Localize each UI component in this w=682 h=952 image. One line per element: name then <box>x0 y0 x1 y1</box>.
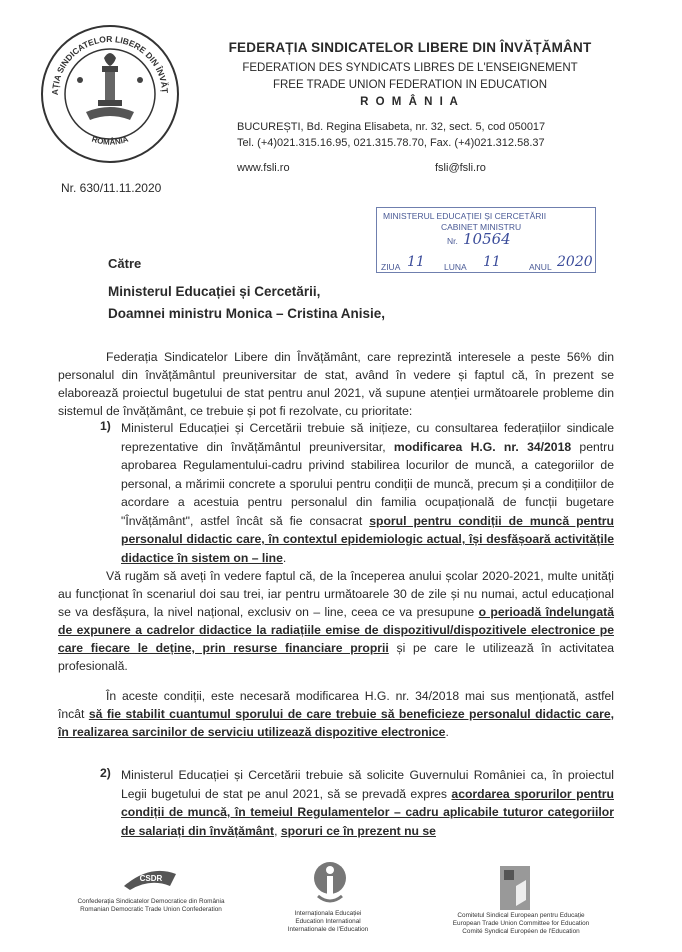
item-1-paragraph: Ministerul Educației și Cercetării trebuie să inițieze, cu consultarea federațiilor sindicale reprezentative din învățământul preuniversitar, modificarea H.G. nr. 34/2018 pentru aprobarea Regulamentului-cadru privind stabilirea locurilor de muncă, a categoriilor de personal, a mărimii concrete a sporului pentru condiții de muncă, precum și a condițiilor de acordare a acestuia pentru personalul din familia ocupațională de funcții bugetare "Învățământ", astfel încât să fie consacrat sporul pentru condiții de muncă pentru personalul didactic care, în contextul epidemiologic actual, își desfășoară activitățile didactice în sistem on – line. <box>121 421 614 565</box>
stamp-month-label: LUNA <box>444 262 467 272</box>
registration-stamp <box>376 207 596 273</box>
paragraph-2: Vă rugăm să aveți în vedere faptul că, de la începerea anului școlar 2020-2021, multe unități au funcționat în scenariul doi sau trei, iar pentru următoarele 30 de zile și nu numai, actul educațional se va desfășura, la nivel național, exclusiv on – line, ceea ce va presupune o perioadă îndelungată de expunere a cadrelor didactice la radiațiile emise de dispozitivul/dispozitivele electronice pe care fiecare le deține, prin resurse financiare proprii și pe care le utilizează în activitatea profesională. <box>58 569 614 673</box>
stamp-year-label: ANUL <box>529 262 552 272</box>
item-2-number: 2) <box>100 766 111 780</box>
addressee-ministry: Ministerul Educației și Cercetării, <box>108 284 321 299</box>
stamp-ministry: MINISTERUL EDUCAȚIEI ȘI CERCETĂRII <box>383 211 547 221</box>
org-country: R O M Â N I A <box>360 96 460 108</box>
csdr-logo <box>120 864 180 894</box>
item-2-paragraph: Ministerul Educației și Cercetării trebuie să solicite Guvernului României ca, în proiectul Legii bugetului de stat pe anul 2021, să se prevadă expres acordarea sporurilor pentru condiții de muncă, în temeiul Regulamentelor – cadru aplicabile tuturor categoriilor de salariați din învățământ, sporuri ce în prezent nu se <box>121 768 614 838</box>
ei-text: Internaționala Educației Education International Internationale de l'Education <box>287 910 369 933</box>
stamp-cabinet: CABINET MINISTRU <box>441 222 522 232</box>
etuce-text: Comitetul Sindical European pentru Educație European Trade Union Committee for Education Comité Syndical Européen de l'Education <box>452 912 590 935</box>
footer <box>0 850 682 952</box>
stamp-nr-value: 10564 <box>463 230 511 248</box>
address: BUCUREȘTI, Bd. Regina Elisabeta, nr. 32, sect. 5, cod 050017 <box>237 121 546 133</box>
document-number: Nr. 630/11.11.2020 <box>61 181 162 195</box>
stamp-month-value: 11 <box>483 254 501 270</box>
csdr-text: Confederația Sindicatelor Democratice din România Romanian Democratic Trade Union Confederation <box>77 898 225 913</box>
phones: Tel. (+4)021.315.16.95, 021.315.78.70, Fax. (+4)021.312.58.37 <box>237 137 545 149</box>
csdr-logo-text: CSDR <box>139 874 163 883</box>
etuce-logo <box>500 866 530 910</box>
stamp-year-value: 2020 <box>557 254 593 270</box>
addressee-minister: Doamnei ministru Monica – Cristina Anisie, <box>108 306 386 321</box>
stamp-day-label: ZIUA <box>381 262 401 272</box>
svg-text:FEDERAȚIA SINDICATELOR LIBERE <box>36 20 170 95</box>
logo-text-bottom: ROMÂNIA <box>90 134 130 147</box>
item-1-number: 1) <box>100 419 111 433</box>
org-name-fr: FEDERATION DES SYNDICATS LIBRES DE L'ENSEIGNEMENT <box>242 62 578 74</box>
org-name-en: FREE TRADE UNION FEDERATION IN EDUCATION <box>272 79 548 91</box>
addressee-to: Către <box>108 256 142 271</box>
org-name-ro: FEDERAȚIA SINDICATELOR LIBERE DIN ÎNVĂȚĂMÂNT <box>228 40 592 55</box>
logo-text-top: AȚIA SINDICATELOR LIBERE DIN ÎNVĂȚ <box>49 33 171 96</box>
svg-text:ROMÂNIA <box>91 135 130 147</box>
intro-paragraph: Federația Sindicatelor Libere din Învățământ, care reprezintă interesele a peste 56% din personalul din învățământul preuniversitar de stat, având în vedere și faptul că, în prezent se elaborează proiectul bugetului de stat pentru anul 2021, vă supune atenției următoarele probleme din sistemul de învățământ, ce trebuie și pot fi rezolvate, cu prioritate: <box>58 350 614 418</box>
fsli-logo <box>36 20 184 170</box>
website-link[interactable]: www.fsli.ro <box>237 162 290 174</box>
paragraph-3: În aceste condiții, este necesară modificarea H.G. nr. 34/2018 mai sus menționată, astfel încât să fie stabilit cuantumul sporului de care trebuie să beneficieze personalul didactic care, în realizarea sarcinilor de serviciu utilizează dispozitive electronice. <box>58 689 615 739</box>
email-link[interactable]: fsli@fsli.ro <box>435 162 486 174</box>
stamp-day-value: 11 <box>407 254 425 270</box>
stamp-nr-label: Nr. <box>447 236 458 246</box>
ei-logo <box>312 860 348 908</box>
